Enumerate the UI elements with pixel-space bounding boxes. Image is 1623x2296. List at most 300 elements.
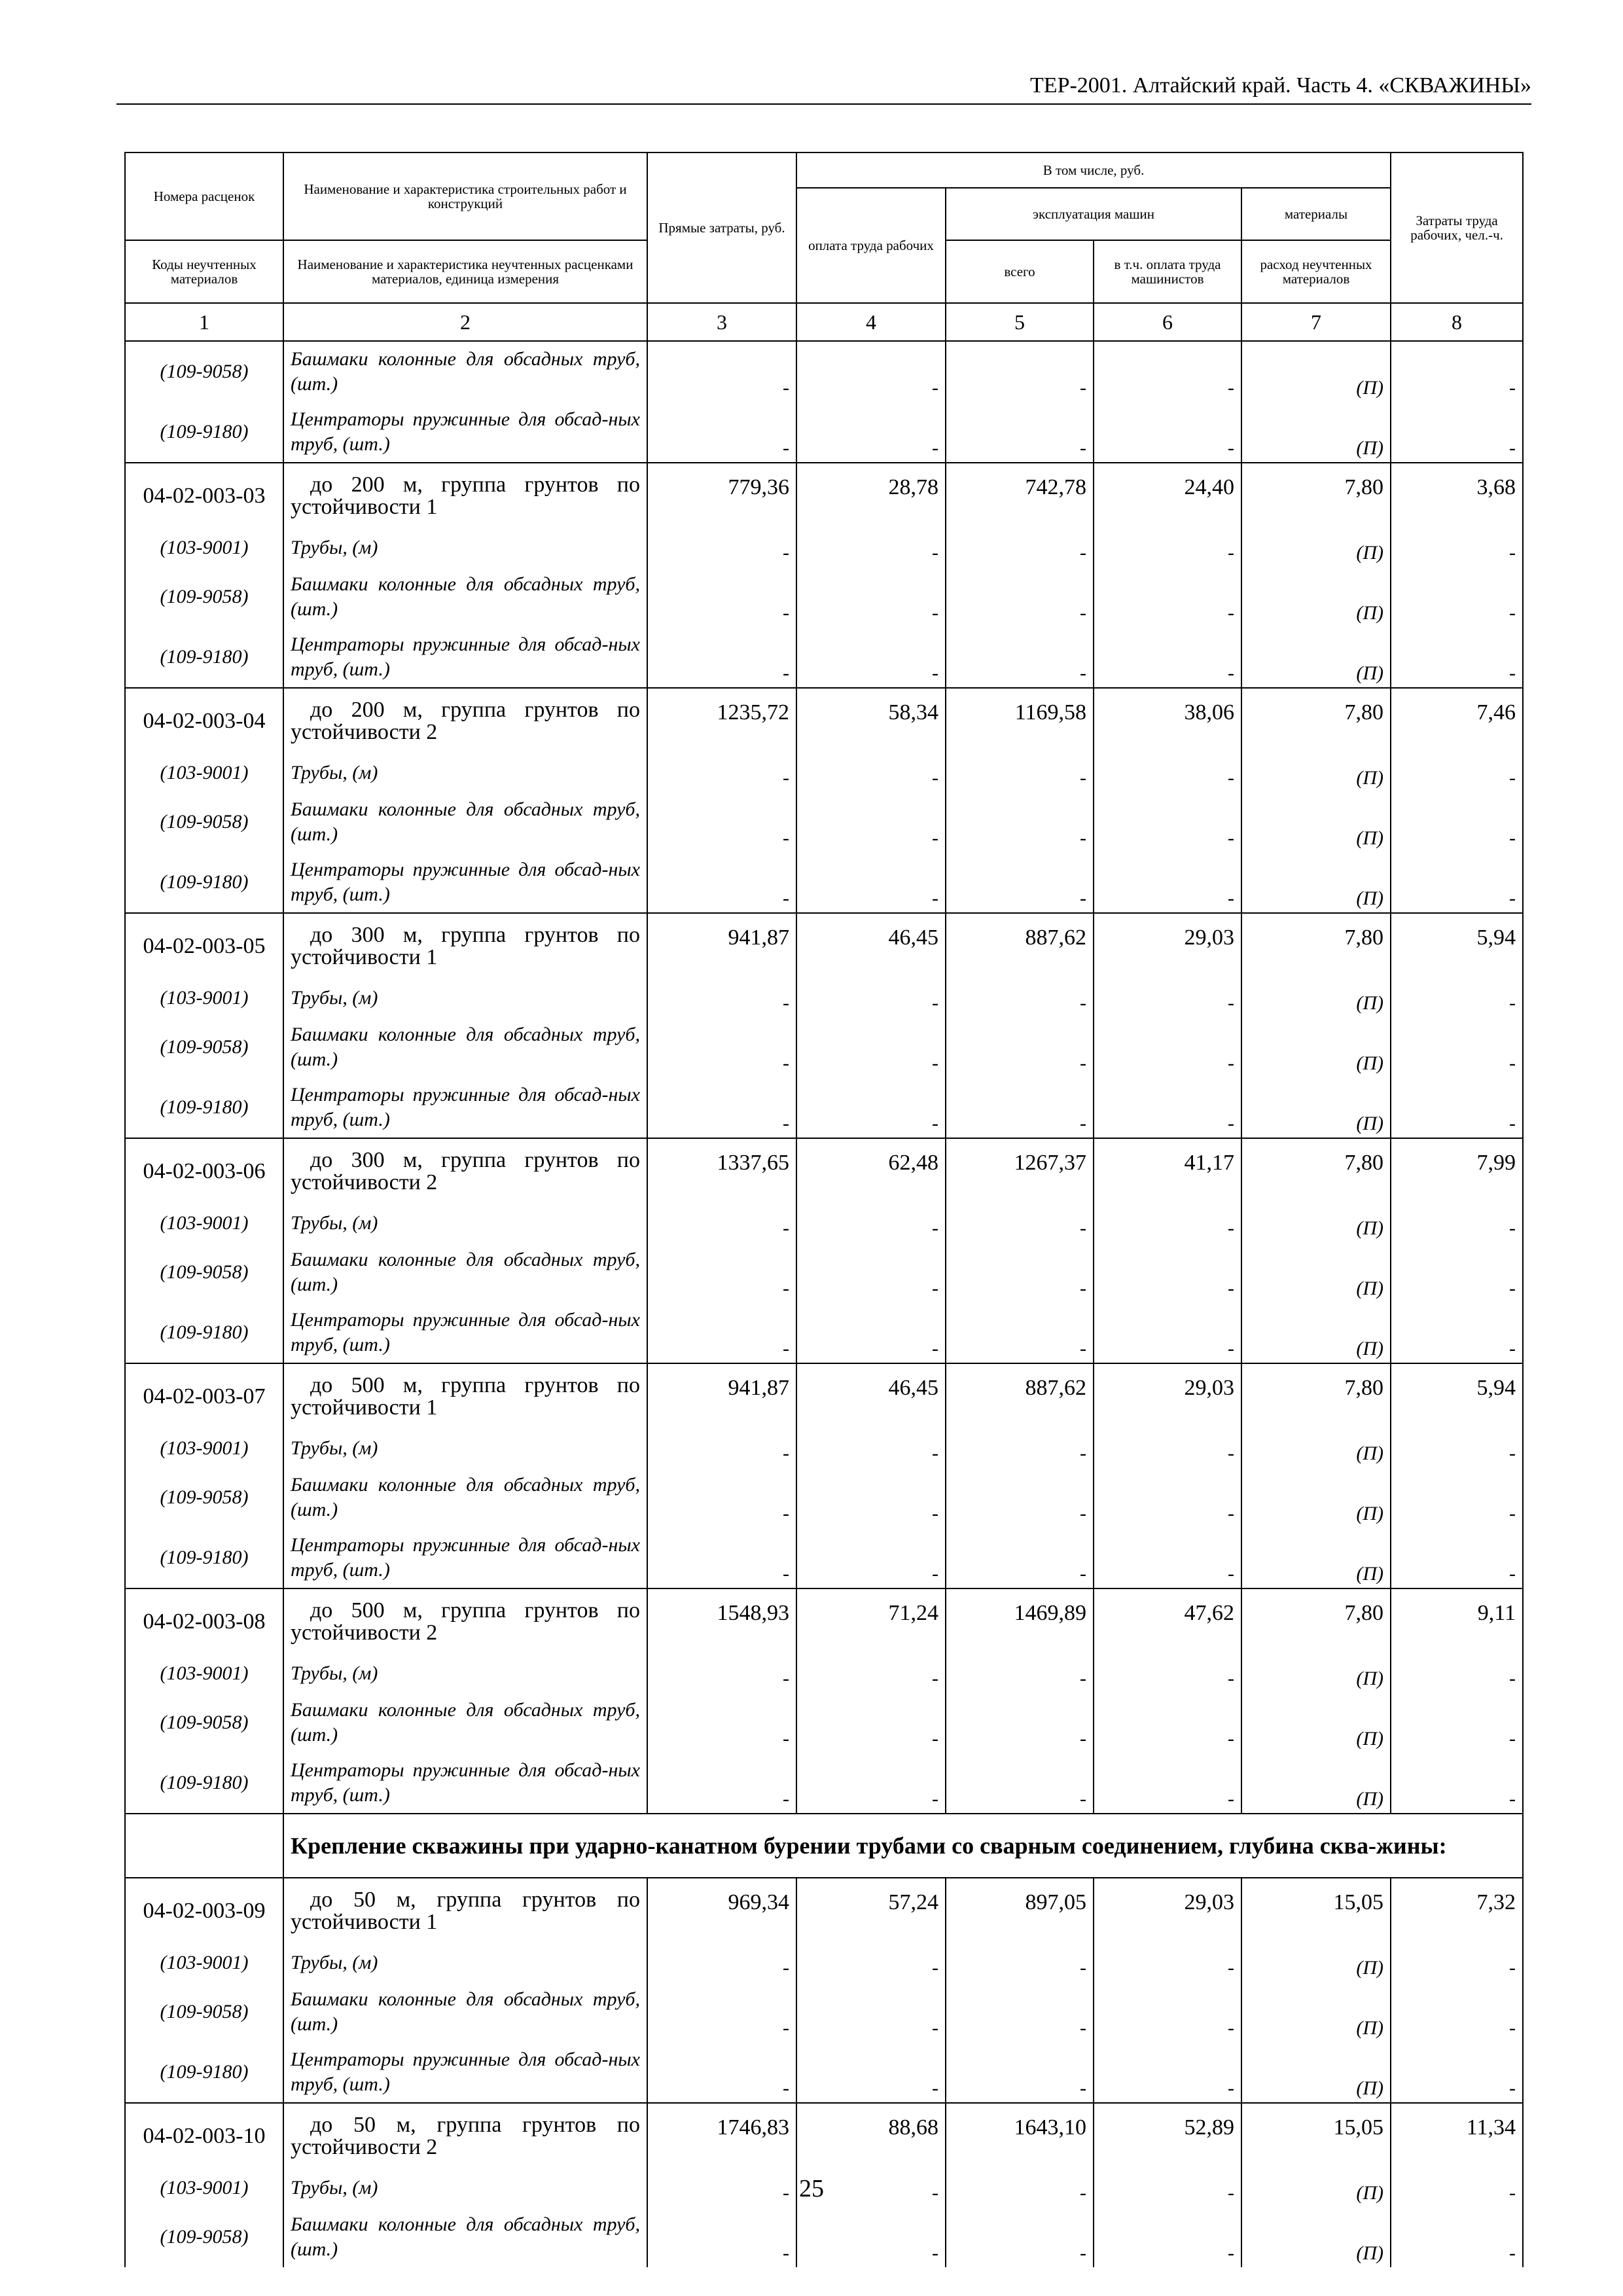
material-value: - — [647, 341, 796, 402]
header-direct-costs: Прямые затраты, руб. — [647, 152, 796, 303]
material-name: Центраторы пружинные для обсад-ных труб, (шт.) — [283, 1753, 647, 1814]
material-value: - — [647, 979, 796, 1017]
material-value: - — [1391, 2169, 1523, 2207]
material-value: (П) — [1241, 627, 1391, 688]
machinist-pay-value: 29,03 — [1094, 913, 1241, 979]
material-value: (П) — [1241, 1302, 1391, 1363]
header-rate-number: Номера расценок — [125, 152, 283, 240]
labor-hours-value: 7,32 — [1391, 1878, 1523, 1944]
material-row — [125, 1017, 1523, 1077]
material-value: - — [796, 1429, 946, 1467]
material-value: (П) — [1241, 1655, 1391, 1693]
machinist-pay-value: 52,89 — [1094, 2103, 1241, 2169]
material-name: Башмаки колонные для обсадных труб, (шт.) — [283, 1982, 647, 2042]
material-name: Башмаки колонные для обсадных труб, (шт.) — [283, 792, 647, 852]
material-value: - — [647, 1204, 796, 1242]
material-value: - — [647, 792, 796, 852]
material-value: - — [946, 627, 1094, 688]
material-code: (103-9001) — [125, 1944, 283, 1982]
rates-table — [124, 152, 1524, 2267]
material-row — [125, 2042, 1523, 2103]
material-row — [125, 1242, 1523, 1302]
material-value: (П) — [1241, 1693, 1391, 1753]
material-value: - — [796, 341, 946, 402]
material-value: - — [647, 627, 796, 688]
material-row — [125, 1302, 1523, 1363]
direct-costs-value: 941,87 — [647, 1363, 796, 1429]
rate-row — [125, 688, 1523, 754]
material-name: Центраторы пружинные для обсад-ных труб, (шт.) — [283, 1077, 647, 1138]
header-including: В том числе, руб. — [796, 152, 1391, 188]
material-value: - — [1094, 1077, 1241, 1138]
material-code: (109-9058) — [125, 1693, 283, 1753]
header-worker-pay: оплата труда рабочих — [796, 188, 946, 303]
material-value: - — [1391, 1655, 1523, 1693]
rate-row — [125, 1588, 1523, 1655]
material-value: (П) — [1241, 1982, 1391, 2042]
material-value: - — [796, 1242, 946, 1302]
material-value: - — [796, 792, 946, 852]
material-value: (П) — [1241, 1944, 1391, 1982]
material-value: - — [1391, 979, 1523, 1017]
header-machine-operation: эксплуатация машин — [946, 188, 1241, 240]
rate-code: 04-02-003-10 — [125, 2103, 283, 2169]
material-value: - — [1094, 627, 1241, 688]
labor-hours-value: 7,99 — [1391, 1138, 1523, 1204]
material-name: Башмаки колонные для обсадных труб, (шт.) — [283, 1467, 647, 1528]
material-value: (П) — [1241, 1429, 1391, 1467]
rate-row — [125, 1363, 1523, 1429]
material-code: (109-9180) — [125, 1302, 283, 1363]
material-value: - — [1094, 754, 1241, 792]
material-value: - — [796, 1302, 946, 1363]
rate-code: 04-02-003-03 — [125, 463, 283, 529]
material-value: - — [1391, 852, 1523, 913]
materials-value: 7,80 — [1241, 1588, 1391, 1655]
material-value: - — [1094, 792, 1241, 852]
machines-total-value: 897,05 — [946, 1878, 1094, 1944]
material-value: (П) — [1241, 979, 1391, 1017]
material-code: (109-9180) — [125, 1753, 283, 1814]
material-value: - — [1391, 1467, 1523, 1528]
material-value: - — [647, 1467, 796, 1528]
material-row — [125, 1467, 1523, 1528]
material-value: - — [1391, 1753, 1523, 1814]
material-value: - — [647, 1017, 796, 1077]
material-value: - — [647, 1944, 796, 1982]
material-value: (П) — [1241, 341, 1391, 402]
material-row — [125, 792, 1523, 852]
material-value: - — [1391, 1982, 1523, 2042]
material-value: - — [1391, 2042, 1523, 2103]
material-row — [125, 529, 1523, 567]
material-value: - — [1391, 1528, 1523, 1588]
rate-row — [125, 2103, 1523, 2169]
material-value: - — [1094, 1655, 1241, 1693]
material-code: (109-9180) — [125, 1528, 283, 1588]
material-value: (П) — [1241, 1753, 1391, 1814]
material-value: - — [1094, 1204, 1241, 1242]
material-row — [125, 627, 1523, 688]
material-value: - — [647, 1302, 796, 1363]
header-material-names: Наименование и характеристика неучтенных расценками материалов, единица измерения — [283, 240, 647, 303]
material-value: (П) — [1241, 754, 1391, 792]
labor-hours-value: 5,94 — [1391, 913, 1523, 979]
material-name: Трубы, (м) — [283, 1429, 647, 1467]
material-name: Трубы, (м) — [283, 1204, 647, 1242]
material-value: - — [1094, 1753, 1241, 1814]
material-value: - — [1391, 402, 1523, 463]
material-value: - — [647, 2207, 796, 2267]
rate-row — [125, 913, 1523, 979]
material-value: - — [796, 1753, 946, 1814]
worker-pay-value: 62,48 — [796, 1138, 946, 1204]
header-labor-hours: Затраты труда рабочих, чел.-ч. — [1391, 152, 1523, 303]
material-name: Трубы, (м) — [283, 1655, 647, 1693]
rate-code: 04-02-003-08 — [125, 1588, 283, 1655]
material-name: Башмаки колонные для обсадных труб, (шт.) — [283, 1017, 647, 1077]
material-value: - — [647, 1077, 796, 1138]
material-name: Трубы, (м) — [283, 754, 647, 792]
material-name: Башмаки колонные для обсадных труб, (шт.) — [283, 567, 647, 627]
material-value: - — [647, 1693, 796, 1753]
labor-hours-value: 9,11 — [1391, 1588, 1523, 1655]
material-row — [125, 1753, 1523, 1814]
material-value: - — [647, 1982, 796, 2042]
material-value: - — [647, 754, 796, 792]
material-row — [125, 2207, 1523, 2267]
material-value: - — [647, 529, 796, 567]
material-code: (109-9058) — [125, 1242, 283, 1302]
machines-total-value: 887,62 — [946, 1363, 1094, 1429]
material-row — [125, 567, 1523, 627]
material-value: - — [1391, 754, 1523, 792]
material-value: - — [647, 402, 796, 463]
material-value: - — [946, 1242, 1094, 1302]
material-name: Башмаки колонные для обсадных труб, (шт.) — [283, 1242, 647, 1302]
material-value: - — [1391, 1204, 1523, 1242]
material-name: Трубы, (м) — [283, 2169, 647, 2207]
material-value: - — [946, 529, 1094, 567]
material-value: - — [1391, 1429, 1523, 1467]
material-code: (109-9058) — [125, 792, 283, 852]
material-value: (П) — [1241, 852, 1391, 913]
machines-total-value: 1643,10 — [946, 2103, 1094, 2169]
material-code: (103-9001) — [125, 1429, 283, 1467]
material-row — [125, 1429, 1523, 1467]
material-value: - — [946, 1655, 1094, 1693]
rate-name: до 500 м, группа грунтов по устойчивости 2 — [283, 1588, 647, 1655]
rate-name: до 200 м, группа грунтов по устойчивости 1 — [283, 463, 647, 529]
material-value: - — [1094, 1944, 1241, 1982]
material-value: - — [1094, 1429, 1241, 1467]
material-name: Башмаки колонные для обсадных труб, (шт.) — [283, 341, 647, 402]
labor-hours-value: 11,34 — [1391, 2103, 1523, 2169]
material-row — [125, 754, 1523, 792]
rate-name: до 300 м, группа грунтов по устойчивости 1 — [283, 913, 647, 979]
material-value: - — [946, 1204, 1094, 1242]
machinist-pay-value: 29,03 — [1094, 1878, 1241, 1944]
worker-pay-value: 28,78 — [796, 463, 946, 529]
material-value: - — [1391, 1017, 1523, 1077]
material-value: - — [946, 2169, 1094, 2207]
material-value: - — [796, 2207, 946, 2267]
section-title: Крепление скважины при ударно-канатном бурении трубами со сварным соединением, глубина сква-жины: — [283, 1814, 1523, 1878]
page-number: 25 — [799, 2175, 824, 2202]
material-value: - — [946, 1693, 1094, 1753]
materials-value: 7,80 — [1241, 463, 1391, 529]
material-value: - — [647, 1429, 796, 1467]
material-value: (П) — [1241, 1528, 1391, 1588]
material-name: Центраторы пружинные для обсад-ных труб, (шт.) — [283, 402, 647, 463]
material-value: - — [796, 1204, 946, 1242]
material-value: - — [796, 2169, 946, 2207]
material-name: Трубы, (м) — [283, 1944, 647, 1982]
material-value: (П) — [1241, 2042, 1391, 2103]
material-value: - — [1094, 2207, 1241, 2267]
materials-value: 7,80 — [1241, 1138, 1391, 1204]
material-value: - — [1094, 402, 1241, 463]
column-number: 2 — [283, 303, 647, 341]
direct-costs-value: 1235,72 — [647, 688, 796, 754]
material-value: - — [647, 567, 796, 627]
material-code: (103-9001) — [125, 979, 283, 1017]
material-value: - — [1094, 1693, 1241, 1753]
rate-name: до 50 м, группа грунтов по устойчивости 1 — [283, 1878, 647, 1944]
material-value: - — [946, 1467, 1094, 1528]
material-value: - — [1094, 979, 1241, 1017]
material-code: (109-9058) — [125, 1467, 283, 1528]
material-value: - — [647, 1242, 796, 1302]
material-value: - — [647, 1753, 796, 1814]
material-name: Центраторы пружинные для обсад-ных труб, (шт.) — [283, 1528, 647, 1588]
machinist-pay-value: 41,17 — [1094, 1138, 1241, 1204]
direct-costs-value: 1548,93 — [647, 1588, 796, 1655]
rate-name: до 300 м, группа грунтов по устойчивости 2 — [283, 1138, 647, 1204]
material-value: - — [1094, 567, 1241, 627]
material-row — [125, 852, 1523, 913]
material-value: - — [796, 1655, 946, 1693]
direct-costs-value: 941,87 — [647, 913, 796, 979]
worker-pay-value: 58,34 — [796, 688, 946, 754]
column-number: 8 — [1391, 303, 1523, 341]
page-header-title: ТЕР-2001. Алтайский край. Часть 4. «СКВАЖИНЫ» — [1030, 73, 1531, 98]
direct-costs-value: 1337,65 — [647, 1138, 796, 1204]
rate-code: 04-02-003-05 — [125, 913, 283, 979]
material-code: (103-9001) — [125, 1655, 283, 1693]
machinist-pay-value: 29,03 — [1094, 1363, 1241, 1429]
material-row — [125, 979, 1523, 1017]
material-code: (109-9058) — [125, 1017, 283, 1077]
material-name: Центраторы пружинные для обсад-ных труб, (шт.) — [283, 1302, 647, 1363]
labor-hours-value: 5,94 — [1391, 1363, 1523, 1429]
material-value: (П) — [1241, 1242, 1391, 1302]
machines-total-value: 1169,58 — [946, 688, 1094, 754]
material-value: - — [796, 1467, 946, 1528]
worker-pay-value: 46,45 — [796, 913, 946, 979]
materials-value: 7,80 — [1241, 1363, 1391, 1429]
material-value: - — [647, 1655, 796, 1693]
material-row — [125, 1528, 1523, 1588]
material-value: - — [1094, 1242, 1241, 1302]
material-value: (П) — [1241, 2207, 1391, 2267]
material-row — [125, 1077, 1523, 1138]
material-value: - — [1094, 852, 1241, 913]
material-value: - — [796, 1077, 946, 1138]
material-value: - — [796, 2042, 946, 2103]
material-value: - — [796, 1693, 946, 1753]
material-code: (109-9058) — [125, 1982, 283, 2042]
material-value: (П) — [1241, 1204, 1391, 1242]
material-value: - — [796, 402, 946, 463]
direct-costs-value: 969,34 — [647, 1878, 796, 1944]
material-value: - — [1391, 1077, 1523, 1138]
material-row — [125, 1982, 1523, 2042]
material-value: - — [1391, 1944, 1523, 1982]
material-code: (109-9180) — [125, 852, 283, 913]
material-value: - — [1094, 1017, 1241, 1077]
material-value: - — [1391, 1242, 1523, 1302]
material-value: - — [946, 2207, 1094, 2267]
material-code: (103-9001) — [125, 2169, 283, 2207]
column-number: 5 — [946, 303, 1094, 341]
section-row — [125, 1814, 1523, 1878]
material-value: - — [946, 341, 1094, 402]
header-material-consumption: расход неучтенных материалов — [1241, 240, 1391, 303]
material-code: (103-9001) — [125, 754, 283, 792]
material-value: - — [1094, 1302, 1241, 1363]
material-value: (П) — [1241, 1467, 1391, 1528]
section-spacer — [125, 1814, 283, 1878]
material-value: (П) — [1241, 529, 1391, 567]
material-value: - — [796, 529, 946, 567]
material-value: - — [946, 979, 1094, 1017]
rate-code: 04-02-003-07 — [125, 1363, 283, 1429]
rate-code: 04-02-003-09 — [125, 1878, 283, 1944]
material-value: - — [946, 2042, 1094, 2103]
worker-pay-value: 57,24 — [796, 1878, 946, 1944]
material-row — [125, 1944, 1523, 1982]
material-value: (П) — [1241, 2169, 1391, 2207]
material-value: - — [946, 1429, 1094, 1467]
column-number: 3 — [647, 303, 796, 341]
material-value: - — [796, 979, 946, 1017]
rate-code: 04-02-003-06 — [125, 1138, 283, 1204]
material-value: - — [796, 852, 946, 913]
material-value: - — [796, 1944, 946, 1982]
material-value: - — [946, 1753, 1094, 1814]
machines-total-value: 1469,89 — [946, 1588, 1094, 1655]
material-name: Башмаки колонные для обсадных труб, (шт.) — [283, 2207, 647, 2267]
machines-total-value: 742,78 — [946, 463, 1094, 529]
material-row — [125, 341, 1523, 402]
material-value: - — [1391, 529, 1523, 567]
worker-pay-value: 46,45 — [796, 1363, 946, 1429]
material-value: - — [796, 1017, 946, 1077]
materials-value: 7,80 — [1241, 913, 1391, 979]
header-machinist-pay: в т.ч. оплата труда машинистов — [1094, 240, 1241, 303]
material-value: - — [1391, 567, 1523, 627]
material-value: (П) — [1241, 567, 1391, 627]
material-value: - — [946, 1017, 1094, 1077]
material-value: - — [1094, 1528, 1241, 1588]
material-row — [125, 1655, 1523, 1693]
column-number: 7 — [1241, 303, 1391, 341]
material-value: - — [796, 1982, 946, 2042]
material-name: Центраторы пружинные для обсад-ных труб, (шт.) — [283, 2042, 647, 2103]
material-name: Трубы, (м) — [283, 979, 647, 1017]
material-code: (109-9180) — [125, 1077, 283, 1138]
material-code: (109-9058) — [125, 2207, 283, 2267]
material-code: (109-9180) — [125, 2042, 283, 2103]
header-machines-total: всего — [946, 240, 1094, 303]
material-code: (109-9180) — [125, 402, 283, 463]
material-value: - — [946, 1982, 1094, 2042]
material-value: - — [1391, 792, 1523, 852]
material-value: - — [796, 627, 946, 688]
material-value: - — [647, 1528, 796, 1588]
material-row — [125, 402, 1523, 463]
rate-code: 04-02-003-04 — [125, 688, 283, 754]
material-code: (109-9180) — [125, 627, 283, 688]
direct-costs-value: 779,36 — [647, 463, 796, 529]
header-material-codes: Коды неучтенных материалов — [125, 240, 283, 303]
material-value: - — [946, 1077, 1094, 1138]
material-value: - — [1094, 2042, 1241, 2103]
header-rule — [116, 103, 1531, 105]
material-code: (103-9001) — [125, 1204, 283, 1242]
material-value: - — [1094, 341, 1241, 402]
direct-costs-value: 1746,83 — [647, 2103, 796, 2169]
rate-name: до 500 м, группа грунтов по устойчивости 1 — [283, 1363, 647, 1429]
materials-value: 7,80 — [1241, 688, 1391, 754]
material-value: (П) — [1241, 1017, 1391, 1077]
material-value: - — [796, 567, 946, 627]
material-value: - — [946, 402, 1094, 463]
material-row — [125, 1693, 1523, 1753]
worker-pay-value: 88,68 — [796, 2103, 946, 2169]
materials-value: 15,05 — [1241, 2103, 1391, 2169]
material-value: (П) — [1241, 1077, 1391, 1138]
material-value: - — [1391, 341, 1523, 402]
rate-name: до 200 м, группа грунтов по устойчивости 2 — [283, 688, 647, 754]
worker-pay-value: 71,24 — [796, 1588, 946, 1655]
materials-value: 15,05 — [1241, 1878, 1391, 1944]
material-value: - — [1391, 1302, 1523, 1363]
material-name: Центраторы пружинные для обсад-ных труб, (шт.) — [283, 852, 647, 913]
column-number: 6 — [1094, 303, 1241, 341]
material-row — [125, 1204, 1523, 1242]
material-code: (109-9058) — [125, 567, 283, 627]
header-materials: материалы — [1241, 188, 1391, 240]
rate-row — [125, 1138, 1523, 1204]
column-number: 4 — [796, 303, 946, 341]
material-value: (П) — [1241, 792, 1391, 852]
machines-total-value: 1267,37 — [946, 1138, 1094, 1204]
machinist-pay-value: 38,06 — [1094, 688, 1241, 754]
machinist-pay-value: 47,62 — [1094, 1588, 1241, 1655]
header-work-name: Наименование и характеристика строительных работ и конструкций — [283, 152, 647, 240]
rate-name: до 50 м, группа грунтов по устойчивости 2 — [283, 2103, 647, 2169]
material-value: - — [796, 754, 946, 792]
labor-hours-value: 3,68 — [1391, 463, 1523, 529]
material-value: - — [1391, 2207, 1523, 2267]
rate-row — [125, 1878, 1523, 1944]
material-name: Центраторы пружинные для обсад-ных труб, (шт.) — [283, 627, 647, 688]
material-value: - — [647, 2169, 796, 2207]
material-value: - — [1391, 627, 1523, 688]
material-value: - — [796, 1528, 946, 1588]
